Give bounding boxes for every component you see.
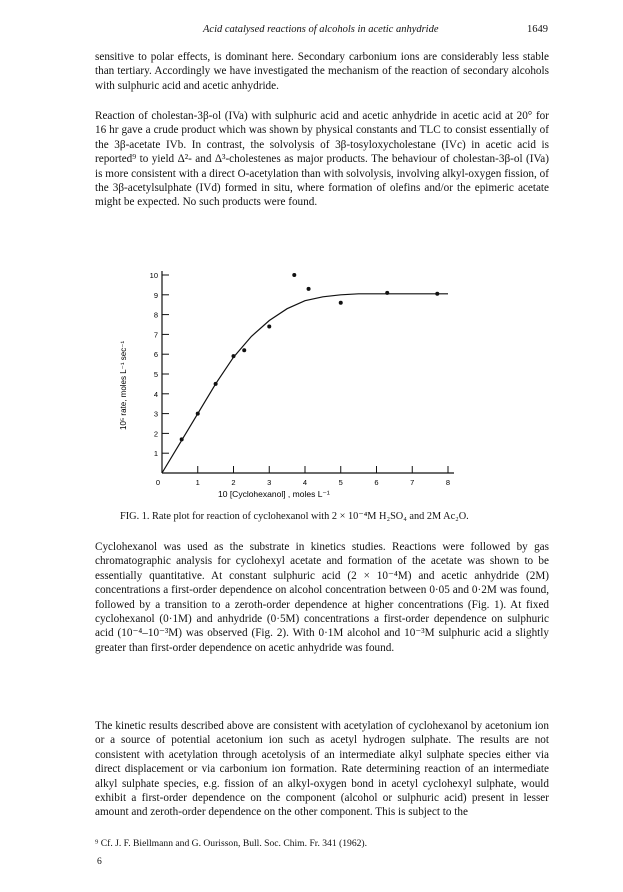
page-footer-mark: 6	[97, 856, 102, 867]
data-point	[307, 287, 311, 291]
y-tick-label: 4	[153, 389, 158, 399]
x-tick-label: 2	[231, 478, 236, 487]
figure-caption: FIG. 1. Rate plot for reaction of cyclohexanol with 2 × 10⁻⁴M H₂SO₄ and 2M Ac₂O.	[120, 511, 469, 522]
x-tick-label: 0	[155, 478, 161, 487]
fitted-curve	[162, 294, 448, 473]
y-tick-label: 3	[153, 409, 158, 419]
y-ticks	[150, 271, 169, 458]
x-tick-label: 4	[302, 478, 308, 487]
data-point	[292, 273, 296, 277]
data-point	[339, 301, 343, 305]
paragraph-4: The kinetic results described above are consistent with acetylation of cyclohexanol by acetonium ion or a source of potential acetonium ion such as acetyl hydrogen sulphate. The results are not consistent with acetylation through acetolysis of an intermediate alkyl sulphate species either via direct displacement or via carbonium ion formation. Rate determining reaction of an intermediate alkyl sulphate species, e.g. fission of an alkyl-oxygen bond in acetyl cyclohexyl sulphate, would exhibit a first-order dependence on the component (alcohol or sulphuric acid) present in lesser amount and zeroth-order dependence on the other component. This is subject to the	[95, 720, 549, 819]
x-tick-label: 5	[338, 478, 343, 487]
data-point	[435, 292, 439, 296]
data-point	[214, 382, 218, 386]
rate-plot	[110, 265, 510, 505]
y-tick-label: 8	[153, 310, 158, 320]
data-point	[180, 437, 184, 441]
figure-1	[110, 265, 510, 505]
x-axis-label: 10 [Cyclohexanol] , moles L⁻¹	[218, 489, 330, 499]
x-tick-label: 1	[195, 478, 200, 487]
running-title: Acid catalysed reactions of alcohols in acetic anhydride	[203, 24, 439, 35]
y-axis-label: 10⁵ rate, moles L⁻¹ sec⁻¹	[119, 340, 128, 430]
data-points	[180, 273, 440, 441]
y-tick-label: 6	[153, 350, 158, 360]
page-number: 1649	[527, 24, 548, 35]
y-tick-label: 5	[153, 370, 158, 379]
x-tick-label: 8	[445, 478, 451, 487]
paragraph-3: Cyclohexanol was used as the substrate in kinetics studies. Reactions were followed by gas chromatographic analysis for cyclohexyl acetate and formation of the acetate was shown to be essentially quantitative. At constant sulphuric acid (2 × 10⁻⁴M) and acetic anhydride (2M) concentrations a first-order dependence on alcohol concentration between 0·05 and 0·2M was found, followed by a transition to a zeroth-order dependence at higher concentrations (Fig. 1). At fixed cyclohexanol (0·1M) and anhydride (0·5M) concentrations a first-order dependence on sulphuric acid (10⁻⁴–10⁻³M) was observed (Fig. 2). With 0·1M alcohol and 10⁻³M sulphuric acid a slightly greater than first-order dependence on acetic anhydride was found.	[95, 541, 549, 654]
y-tick-label: 10	[149, 271, 158, 280]
x-tick-label: 7	[410, 478, 415, 487]
chart-axes	[162, 271, 454, 473]
footnote: ⁹ Cf. J. F. Biellmann and G. Ourisson, Bull. Soc. Chim. Fr. 341 (1962).	[95, 838, 368, 849]
data-point	[242, 348, 246, 352]
paragraph-2: Reaction of cholestan-3β-ol (IVa) with sulphuric acid and acetic anhydride in acetic acid at 20° for 16 hr gave a crude product which was shown by physical constants and TLC to consist essentially of the 3β-acetate IVb. In contrast, the solvolysis of 3β-tosyloxycholestane (IVc) in acetic acid is reported⁹ to yield Δ²- and Δ³-cholestenes as major products. The behaviour of cholestan-3β-ol (IVa) is more consistent with a direct O-acetylation than with solvolysis, involving alkyl-oxygen fission, of the 3β-acetylsulphate (IVd) formed in situ, where formation of olefins and/or the epimeric acetate might be expected. No such products were found.	[95, 110, 549, 209]
running-header	[93, 24, 548, 38]
x-tick-label: 3	[267, 478, 272, 487]
x-tick-label: 6	[374, 478, 379, 487]
x-ticks	[156, 466, 450, 487]
paragraph-1: sensitive to polar effects, is dominant here. Secondary carbonium ions are considerably less stable than tertiary. Accordingly we have investigated the mechanism of the reaction of secondary alcohols with sulphuric acid and acetic anhydride.	[95, 51, 549, 92]
y-tick-label: 7	[153, 330, 158, 340]
data-point	[232, 354, 236, 358]
data-point	[196, 412, 200, 416]
data-point	[267, 324, 271, 328]
y-tick-label: 1	[153, 449, 158, 459]
y-tick-label: 9	[153, 290, 158, 300]
y-tick-label: 2	[153, 429, 158, 439]
data-point	[385, 291, 389, 295]
